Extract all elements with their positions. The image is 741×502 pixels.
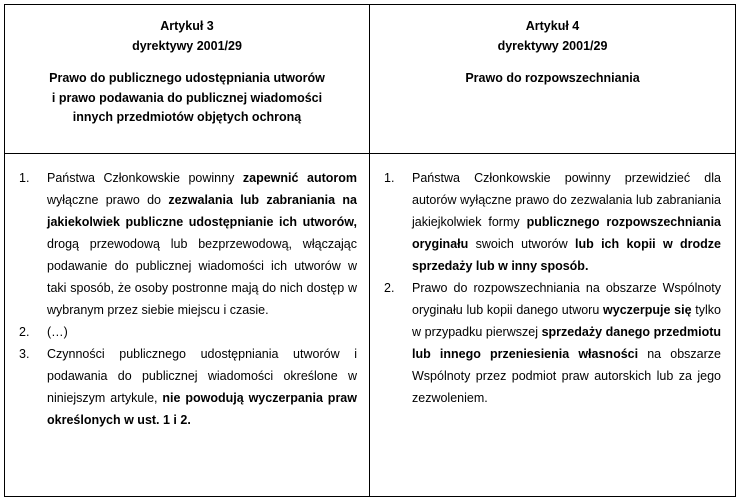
item-number: 3. bbox=[19, 347, 30, 361]
article-title-line-1: Prawo do rozpowszechniania bbox=[465, 71, 640, 85]
list-item bbox=[19, 321, 357, 343]
body-article-3 bbox=[19, 167, 357, 431]
directive-name: dyrektywy 2001/29 bbox=[497, 38, 608, 53]
header-divider bbox=[5, 153, 735, 154]
directive-name: dyrektywy 2001/29 bbox=[132, 38, 242, 53]
item-text: Prawo do rozpowszechniania na obszarze Wspólnoty oryginału lub kopii danego utworu wyczerpuje się tylko w przypadku pierwszej sprzedaży danego przedmiotu lub innego przeniesienia własności na obszarze Wspólnoty przez podmiot praw autorskich lub za jego zezwoleniem. bbox=[412, 281, 722, 405]
comparison-table bbox=[4, 4, 736, 497]
item-number: 1. bbox=[19, 171, 30, 185]
list-item bbox=[384, 277, 721, 409]
body-article-4 bbox=[384, 167, 721, 409]
header-article-4 bbox=[370, 17, 735, 89]
item-number: 2. bbox=[19, 325, 30, 339]
item-text: Państwa Członkowskie powinny przewidzieć dla autorów wyłączne prawo do zezwalania lub zabraniania jakiejkolwiek formy publicznego rozpowszechniania oryginału swoich utworów lub ich kopii w drodze sprzedaży lub w inny sposób. bbox=[412, 171, 721, 273]
list-item bbox=[19, 167, 357, 321]
article-number: Artykuł 4 bbox=[525, 19, 580, 33]
header-article-3 bbox=[5, 17, 369, 128]
article-title-line-1: Prawo do publicznego udostępniania utworów bbox=[49, 71, 325, 85]
article-title-line-3: innych przedmiotów objętych ochroną bbox=[72, 110, 302, 124]
list-item bbox=[19, 343, 357, 431]
article-number: Artykuł 3 bbox=[160, 19, 214, 33]
item-number: 2. bbox=[384, 281, 395, 295]
article-title-line-2: i prawo podawania do publicznej wiadomości bbox=[51, 90, 323, 105]
item-text: Państwa Członkowskie powinny zapewnić autorom wyłączne prawo do zezwalania lub zabraniania na jakiekolwiek publiczne udostępnianie ich utworów, drogą przewodową lub bezprzewodową, włączając podawanie do publicznej wiadomości ich utworów w taki sposób, że osoby postronne mają do nich dostęp w wybranym przez siebie miejscu i czasie. bbox=[47, 171, 358, 317]
item-text: (…) bbox=[47, 325, 68, 339]
item-text: Czynności publicznego udostępniania utworów i podawania do publicznej wiadomości określone w niniejszym artykule, nie powodują wyczerpania praw określonych w ust. 1 i 2. bbox=[47, 347, 357, 427]
list-item bbox=[384, 167, 721, 277]
item-number: 1. bbox=[384, 171, 395, 185]
